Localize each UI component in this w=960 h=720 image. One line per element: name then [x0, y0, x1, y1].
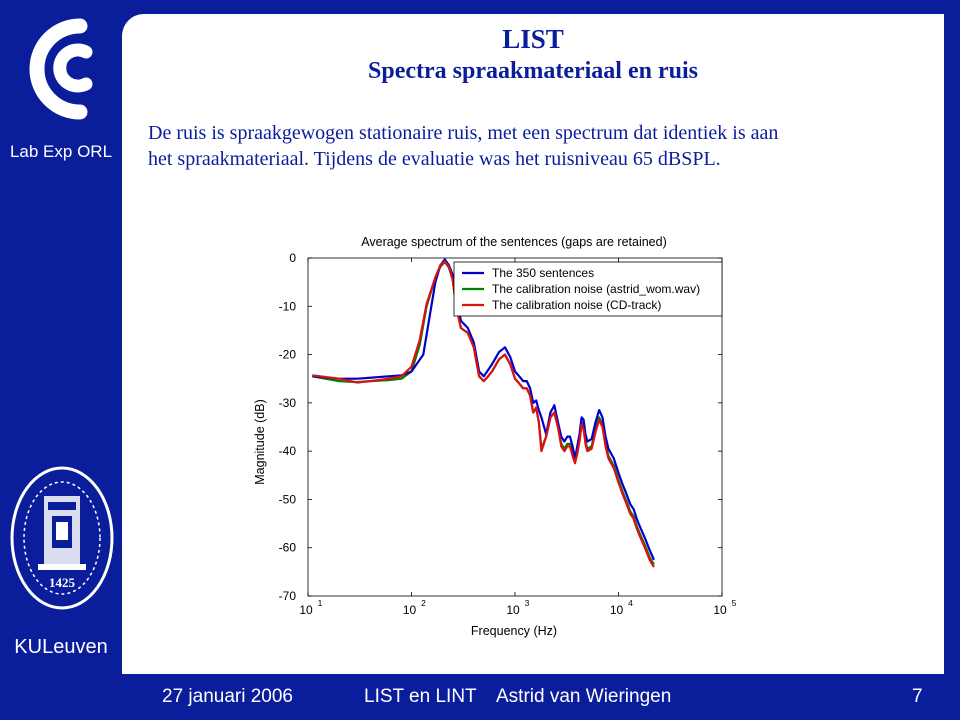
y-tick-label: -40	[278, 444, 296, 459]
body-line-1: De ruis is spraakgewogen stationaire ruis, met een spectrum dat identiek is aan	[148, 122, 779, 144]
slide-title: LIST	[502, 24, 564, 54]
x-tick-label: 10	[713, 603, 727, 617]
x-axis-label: Frequency (Hz)	[470, 624, 558, 638]
spectrum-chart	[122, 14, 944, 674]
footer-event: LIST en LINT	[364, 686, 477, 707]
kuleuven-label: KULeuven	[14, 636, 108, 658]
y-tick-label: -20	[278, 347, 296, 362]
y-axis-label: Magnitude (dB)	[253, 399, 267, 485]
ku-leuven-seal	[8, 466, 116, 614]
legend-label: The 350 sentences	[492, 266, 595, 280]
svg-text:1425: 1425	[49, 575, 75, 590]
sidebar	[0, 0, 122, 680]
x-tick-label: 10	[299, 603, 313, 617]
footer-date: 27 januari 2006	[162, 686, 293, 707]
footer-author: Astrid van Wieringen	[496, 686, 672, 707]
lab-exp-orl-logo	[24, 14, 108, 124]
footer-page-number: 7	[912, 686, 923, 707]
x-tick-exponent: 2	[421, 598, 426, 608]
footer	[0, 682, 960, 720]
y-tick-label: -30	[278, 395, 296, 410]
y-tick-label: -50	[278, 492, 296, 507]
x-tick-exponent: 1	[317, 598, 323, 608]
body-line-2: het spraakmateriaal. Tijdens de evaluatie was het ruisniveau 65 dBSPL.	[148, 148, 721, 170]
x-tick-label: 10	[506, 603, 520, 617]
legend	[454, 262, 722, 316]
y-tick-label: -60	[278, 540, 296, 555]
x-tick-exponent: 4	[628, 598, 633, 608]
y-tick-label: -70	[278, 589, 296, 603]
lab-label: Lab Exp ORL	[9, 142, 113, 161]
x-tick-exponent: 3	[524, 598, 530, 608]
legend-label: The calibration noise (astrid_wom.wav)	[492, 282, 701, 296]
slide-subtitle: Spectra spraakmateriaal en ruis	[368, 58, 698, 84]
chart-title: Average spectrum of the sentences (gaps are retained)	[361, 235, 667, 249]
y-tick-label: 0	[289, 251, 296, 265]
x-tick-exponent: 5	[731, 598, 737, 608]
x-tick-label: 10	[609, 603, 624, 617]
y-tick-label: -10	[278, 299, 296, 314]
x-tick-label: 10	[402, 603, 417, 617]
legend-label: The calibration noise (CD-track)	[492, 298, 662, 312]
